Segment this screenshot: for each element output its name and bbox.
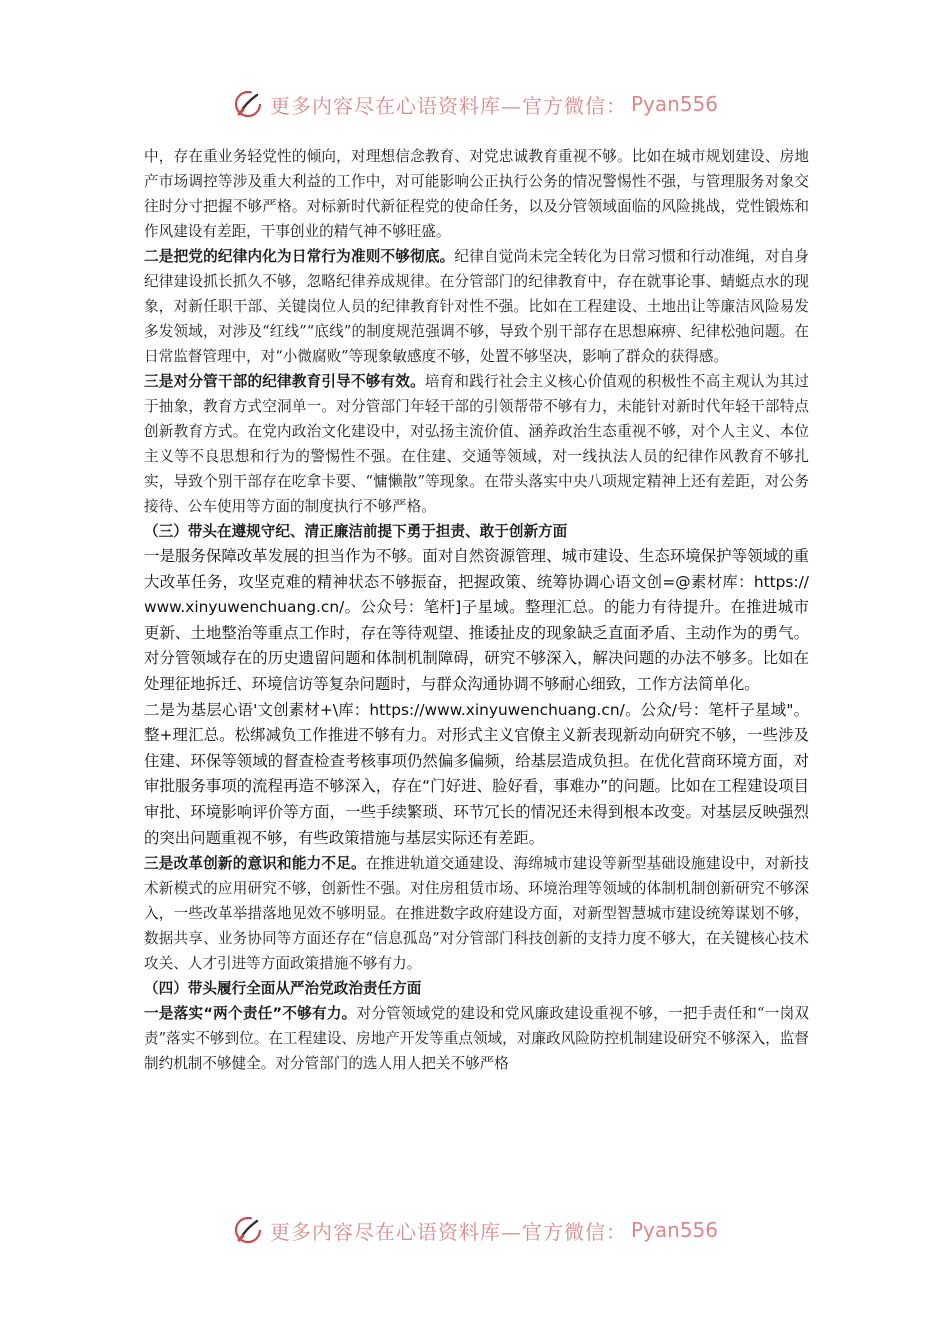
section-heading-4: （四）带头履行全面从严治党政治责任方面 (144, 980, 422, 998)
paragraph-lead: 三是改革创新的意识和能力不足。 (144, 855, 366, 873)
footer-banner (0, 1210, 950, 1250)
paragraph-two-responsibilities (144, 1001, 809, 1076)
banner-wechat-id: Pyan556 (630, 1218, 718, 1242)
paragraph-grassroots-burden: 二是为基层心语'文创素材+\库：https://www.xinyuwenchuang.cn/。公众/号：笔杆子星域"。整+理汇总。松绑减负工作推进不够有力。对形式主义官僚主义新表现新动向研究不够，一些涉及住建、环保等领域的督查检查考核事项仍然偏多偏频，给基层造成负担。在优化营商环境方面，对审批服务事项的流程再造不够深入，存在“门好进、脸好看，事难办”的问题。比如在工程建设项目审批、环境影响评价等方面，一些手续繁琐、环节冗长的情况还未得到根本改变。对基层反映强烈的突出问题重视不够，有些政策措施与基层实际还有差距。 (144, 700, 809, 847)
brush-logo-icon (232, 1214, 264, 1246)
paragraph-discipline-education (144, 369, 809, 519)
brush-logo-icon (232, 88, 264, 120)
paragraph-innovation (144, 851, 809, 976)
paragraph-text: 中，存在重业务轻党性的倾向，对理想信念教育、对党忠诚教育重视不够。比如在城市规划建设、房地产市场调控等涉及重大利益的工作中，对可能影响公正执行公务的情况警惕性不强，与管理服务对象交往时分寸把握不够严格。对标新时代新征程党的使命任务，以及分管领域面临的风险挑战，党性锻炼和作风建设有差距，干事创业的精气神不够旺盛。 (144, 148, 809, 240)
paragraph-lead: 三是对分管干部的纪律教育引导不够有效。 (144, 373, 425, 390)
paragraph-text: 在推进轨道交通建设、海绵城市建设等新型基础设施建设中，对新技术新模式的应用研究不够，创新性不强。对住房租赁市场、环境治理等领域的体制机制创新研究不够深入，一些改革举措落地见效不够明显。在推进数字政府建设方面，对新型智慧城市建设统筹谋划不够，数据共享、业务协同等方面还存在“信息孤岛”对分管部门科技创新的支持力度不够大，在关键核心技术攻关、人才引进等方面政策措施不够有力。 (144, 855, 809, 973)
paragraph-reform-responsibility: 一是服务保障改革发展的担当作为不够。面对自然资源管理、城市建设、生态环境保护等领域的重大改革任务，攻坚克难的精神状态不够振奋，把握政策、统筹协调心语文创=@素材库：https://www.xinyuwenchuang.cn/。公众号：笔杆]子星域。整理汇总。的能力有待提升。在推进城市更新、土地整治等重点工作时，存在等待观望、推诿扯皮的现象缺乏直面矛盾、主动作为的勇气。对分管领域存在的历史遗留问题和体制机制障碍，研究不够深入，解决问题的办法不够多。比如在处理征地拆迁、环境信访等复杂问题时，与群众沟通协调不够耐心细致，工作方法简单化。 (144, 547, 809, 693)
document-body (144, 144, 809, 1076)
banner-text: 更多内容尽在心语资料库—官方微信： (269, 93, 627, 118)
paragraph-text: 纪律自觉尚未完全转化为日常习惯和行动准绳，对自身纪律建设抓长抓久不够，忽略纪律养成规律。在分管部门的纪律教育中，存在就事论事、蜻蜓点水的现象，对新任职干部、关键岗位人员的纪律教育针对性不强。比如在工程建设、土地出让等廉洁风险易发多发领域，对涉及“红线”“底线”的制度规范强调不够，导致个别干部存在思想麻痹、纪律松弛问题。在日常监督管理中，对“小微腐败”等现象敏感度不够，处置不够坚决，影响了群众的获得感。 (144, 248, 809, 365)
banner-wechat-id: Pyan556 (630, 92, 718, 116)
paragraph-text: 培育和践行社会主义核心价值观的积极性不高主观认为其过于抽象，教育方式空洞单一。对分管部门年轻干部的引领帮带不够有力，未能针对新时代年轻干部特点创新教育方式。在党内政治文化建设中，对弘扬主流价值、涵养政治生态重视不够，对个人主义、本位主义等不良思想和行为的警惕性不强。在住建、交通等领域，对一线执法人员的纪律作风教育不够扎实，导致个别干部存在吃拿卡要、“慵懒散”等现象。在带头落实中央八项规定精神上还有差距，对公务接待、公车使用等方面的制度执行不够严格。 (144, 373, 809, 515)
banner-text: 更多内容尽在心语资料库—官方微信： (269, 1219, 627, 1244)
paragraph-continued (144, 144, 809, 244)
section-heading-3: （三）带头在遵规守纪、清正廉洁前提下勇于担责、敢于创新方面 (144, 523, 568, 540)
paragraph-lead: 一是落实“两个责任”不够有力。 (144, 1005, 357, 1023)
paragraph-lead: 二是把党的纪律内化为日常行为准则不够彻底。 (144, 248, 455, 265)
header-banner (0, 84, 950, 124)
paragraph-discipline-internalize (144, 244, 809, 369)
paragraph-text: 对分管领域党的建设和党风廉政建设重视不够，一把手责任和“一岗双责”落实不够到位。在工程建设、房地产开发等重点领域，对廉政风险防控机制建设研究不够深入，监督制约机制不够健全。对分管部门的选人用人把关不够严格 (144, 1005, 810, 1073)
